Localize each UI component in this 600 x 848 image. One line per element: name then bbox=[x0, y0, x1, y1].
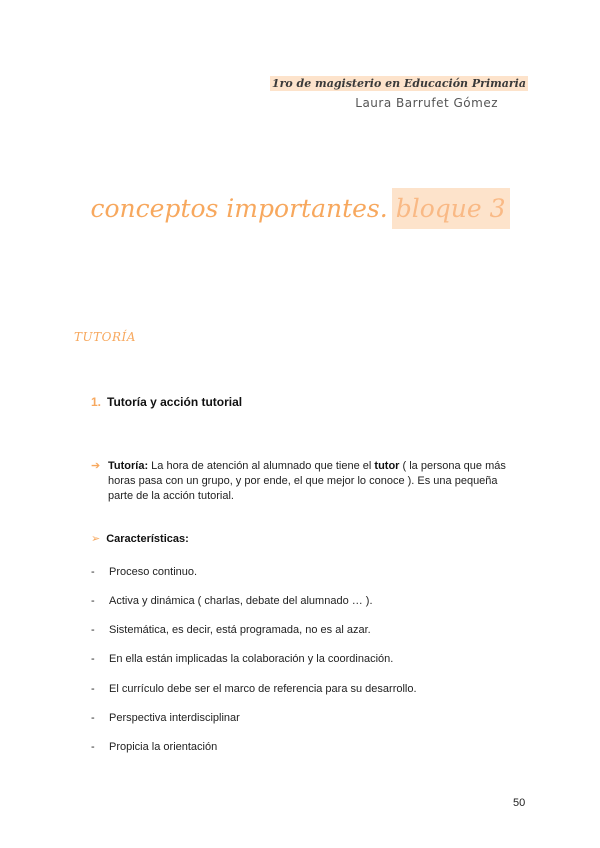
definition-term: Tutoría: bbox=[108, 460, 149, 472]
definition-bold-word: tutor bbox=[374, 460, 400, 472]
arrowhead-icon: ➢ bbox=[91, 533, 101, 545]
list-item-text: Sistemática, es decir, está programada, no es al azar. bbox=[109, 624, 371, 636]
dash-bullet: - bbox=[91, 683, 95, 695]
list-item bbox=[91, 683, 417, 695]
definition-text-after: ( la persona que más horas pasa con un grupo, y por ende, el que mejor lo conoce ). Es una pequeña parte de la acción tutorial. bbox=[108, 460, 506, 502]
list-item-text: Activa y dinámica ( charlas, debate del alumnado … ). bbox=[109, 595, 373, 607]
dash-bullet: - bbox=[91, 624, 95, 636]
header-author: Laura Barrufet Gómez bbox=[355, 96, 498, 110]
list-item-text: Propicia la orientación bbox=[109, 741, 218, 753]
characteristics-label: Características: bbox=[106, 533, 189, 545]
section-title: TUTORÍA bbox=[74, 330, 136, 344]
heading-number: 1. bbox=[91, 395, 102, 409]
arrow-right-icon: ➔ bbox=[91, 460, 101, 472]
list-item bbox=[91, 595, 373, 607]
list-item bbox=[91, 653, 393, 665]
list-item-text: El currículo debe ser el marco de referencia para su desarrollo. bbox=[109, 683, 417, 695]
list-item bbox=[91, 624, 371, 636]
dash-bullet: - bbox=[91, 595, 95, 607]
characteristics-heading bbox=[91, 532, 189, 545]
list-item-text: Proceso continuo. bbox=[109, 566, 198, 578]
list-item bbox=[91, 566, 197, 578]
list-item-text: Perspectiva interdisciplinar bbox=[109, 712, 240, 724]
heading-tutoria bbox=[91, 395, 242, 409]
dash-bullet: - bbox=[91, 653, 95, 665]
title-main: conceptos importantes. bbox=[90, 194, 388, 223]
definition-text bbox=[91, 459, 521, 504]
list-item-text: En ella están implicadas la colaboración y la coordinación. bbox=[109, 653, 394, 665]
tutoria-definition bbox=[91, 459, 521, 504]
dash-bullet: - bbox=[91, 566, 95, 578]
heading-label: Tutoría y acción tutorial bbox=[107, 395, 243, 409]
list-item bbox=[91, 712, 240, 724]
header-course: 1ro de magisterio en Educación Primaria bbox=[271, 77, 526, 90]
dash-bullet: - bbox=[91, 741, 95, 753]
list-item bbox=[91, 741, 217, 753]
page-title bbox=[0, 194, 600, 223]
title-block: bloque 3 bbox=[392, 188, 510, 229]
dash-bullet: - bbox=[91, 712, 95, 724]
page-number: 50 bbox=[513, 797, 526, 809]
definition-text-before: La hora de atención al alumnado que tiene el bbox=[148, 460, 375, 472]
